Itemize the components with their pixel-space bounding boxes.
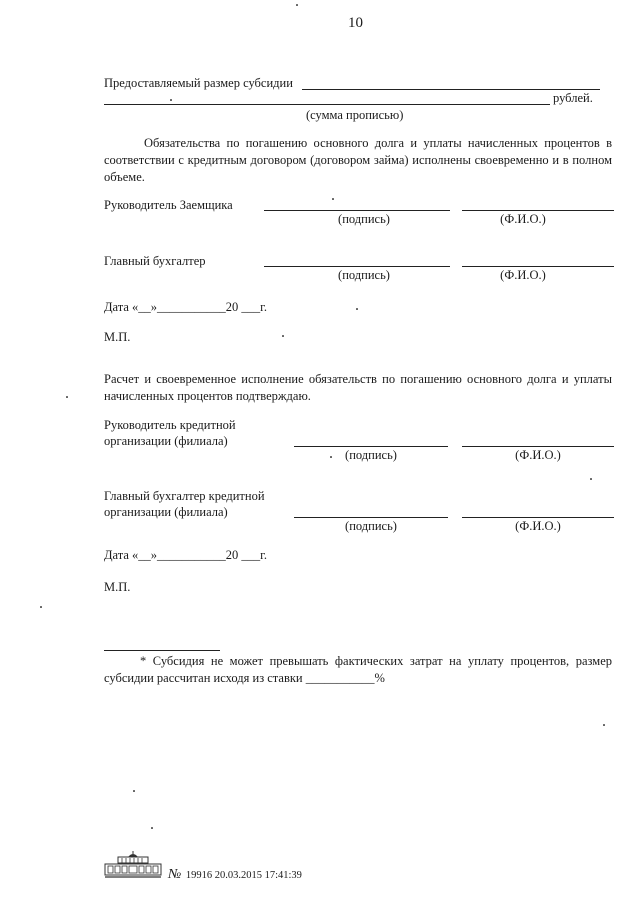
- obligations-paragraph: Обязательства по погашению основного долга и уплаты начисленных процентов в соответствии с кредитным договором (договором займа) исполнены своевременно и в полном объеме.: [104, 136, 612, 184]
- confirmation-paragraph: Расчет и своевременное исполнение обязательств по погашению основного долга и уплаты начисленных процентов подтверждаю.: [104, 372, 612, 403]
- role-bank-head-line1: Руководитель кредитной: [104, 418, 236, 432]
- scan-speck: [170, 99, 172, 101]
- signature-line: [264, 210, 450, 211]
- subsidy-caption: (сумма прописью): [306, 108, 404, 122]
- scan-speck: [66, 396, 68, 398]
- seal-mark: М.П.: [104, 580, 131, 594]
- signature-caption: (подпись): [345, 448, 397, 462]
- signature-line: [264, 266, 450, 267]
- name-line: [462, 210, 614, 211]
- seal-mark: М.П.: [104, 330, 131, 344]
- name-line: [462, 446, 614, 447]
- subsidy-label: Предоставляемый размер субсидии: [104, 76, 293, 90]
- page-number: 10: [348, 15, 363, 31]
- scan-speck: [151, 827, 153, 829]
- scan-speck: [590, 478, 592, 480]
- signature-caption: (подпись): [338, 212, 390, 226]
- role-chief-accountant: Главный бухгалтер: [104, 254, 206, 268]
- role-borrower-head: Руководитель Заемщика: [104, 198, 233, 212]
- signature-caption: (подпись): [345, 519, 397, 533]
- scan-speck: [332, 198, 334, 200]
- scan-speck: [330, 456, 332, 458]
- scan-speck: [356, 308, 358, 310]
- name-line: [462, 266, 614, 267]
- name-caption: (Ф.И.О.): [500, 212, 546, 226]
- signature-caption: (подпись): [338, 268, 390, 282]
- registration-footer: [168, 866, 302, 884]
- date-line: Дата «__»___________20 ___г.: [104, 300, 268, 314]
- signature-line: [294, 446, 448, 447]
- footnote-text: * Субсидия не может превышать фактических затрат на уплату процентов, размер субсидии рассчитан исходя из ставки ___________%: [104, 654, 612, 685]
- role-bank-accountant-line1: Главный бухгалтер кредитной: [104, 489, 265, 503]
- scan-speck: [603, 724, 605, 726]
- signature-line: [294, 517, 448, 518]
- registration-stamp-text: 19916 20.03.2015 17:41:39: [185, 870, 302, 881]
- number-sign: №: [168, 867, 182, 882]
- name-caption: (Ф.И.О.): [500, 268, 546, 282]
- name-caption: (Ф.И.О.): [515, 519, 561, 533]
- name-caption: (Ф.И.О.): [515, 448, 561, 462]
- footnote-separator: [104, 650, 220, 651]
- subsidy-amount-line-2: [104, 104, 550, 105]
- date-line: Дата «__»___________20 ___г.: [104, 548, 268, 562]
- registry-stamp-icon: [104, 851, 162, 879]
- subsidy-amount-line: [302, 89, 600, 90]
- role-bank-accountant-line2: организации (филиала): [104, 505, 228, 519]
- scan-speck: [282, 335, 284, 337]
- scan-speck: [296, 4, 298, 6]
- name-line: [462, 517, 614, 518]
- subsidy-currency: рублей.: [553, 91, 593, 105]
- role-bank-head-line2: организации (филиала): [104, 434, 228, 448]
- scan-speck: [133, 790, 135, 792]
- scan-speck: [40, 606, 42, 608]
